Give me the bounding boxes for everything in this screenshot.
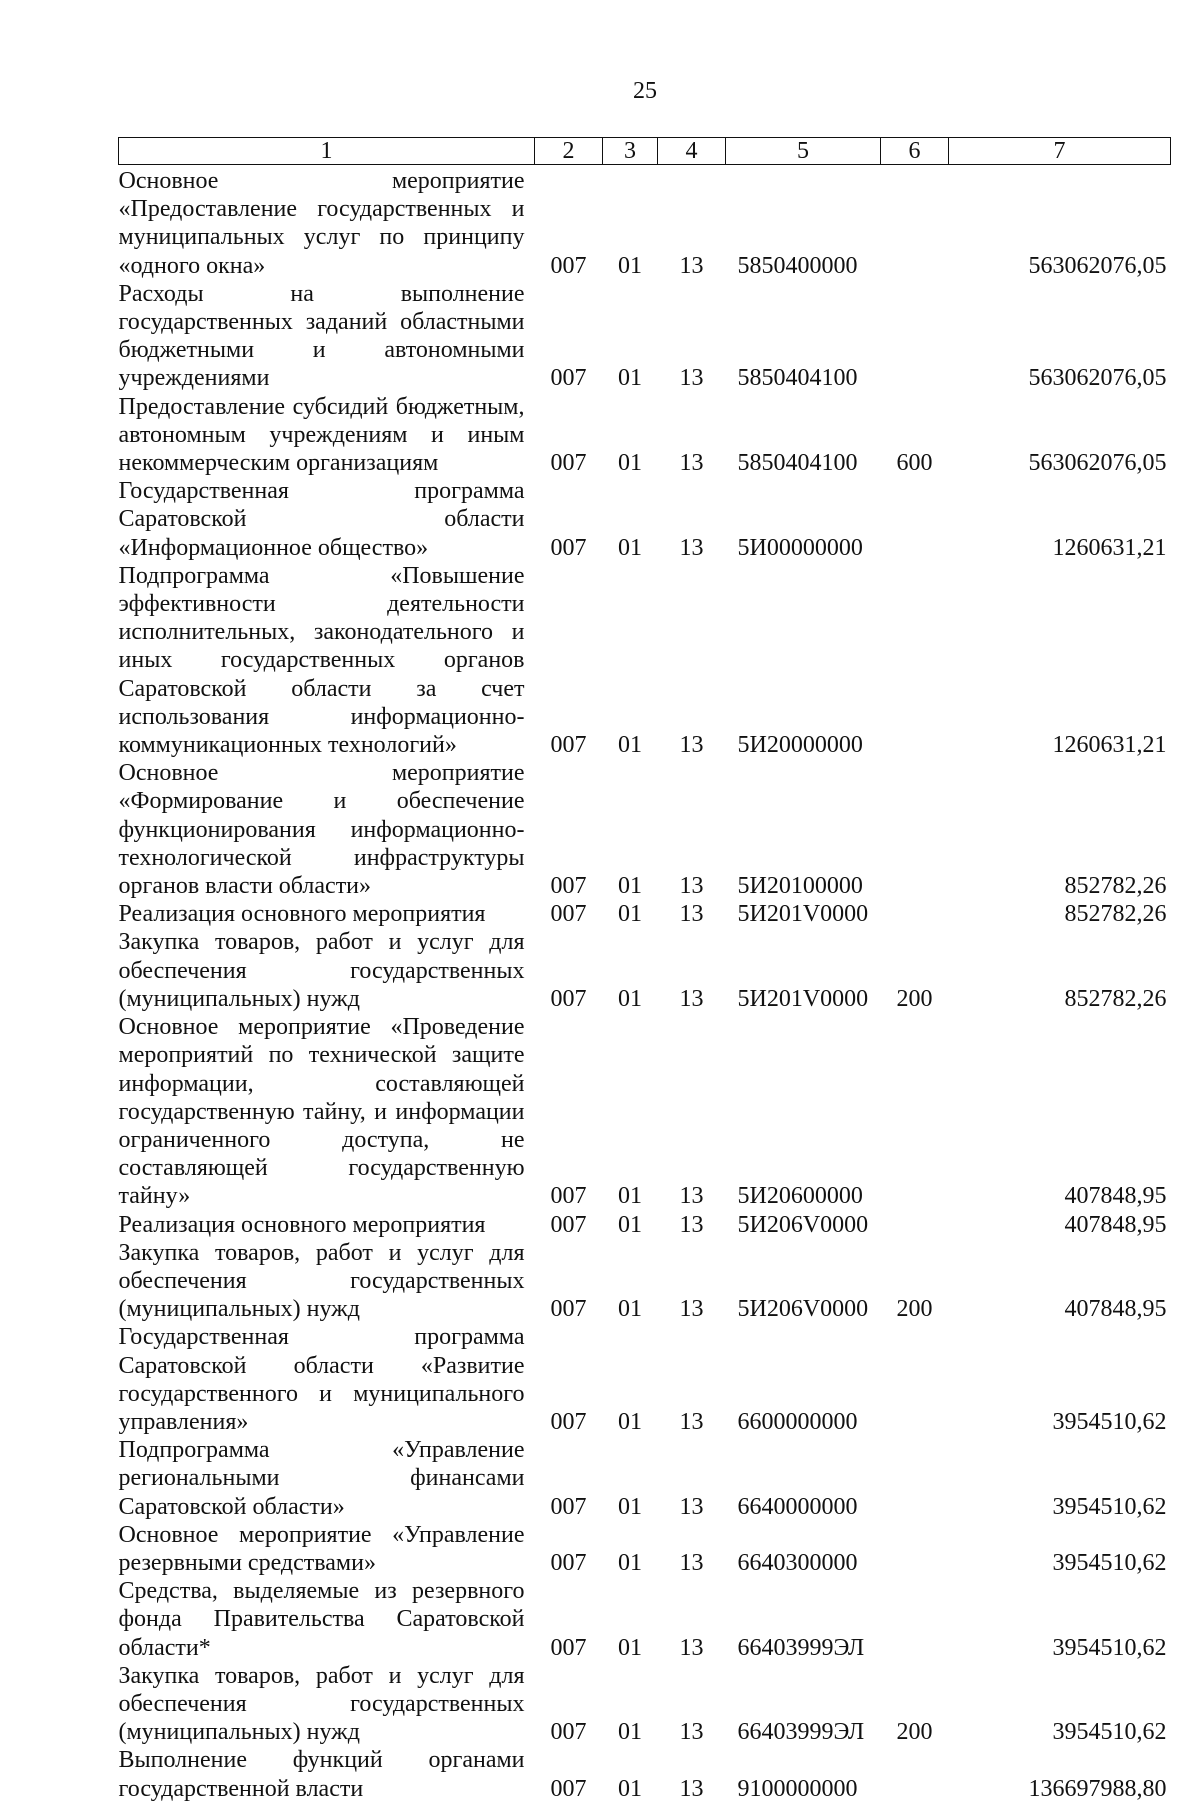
row-subsection-code: 13	[679, 365, 704, 392]
table-row	[119, 1211, 1171, 1239]
table-row	[119, 562, 1171, 759]
row-target-code: 5850404100	[737, 450, 858, 477]
row-subsection-code: 13	[679, 873, 704, 900]
table-header-row	[119, 138, 1171, 165]
row-section-code: 01	[618, 732, 642, 759]
row-description: Реализация основного мероприятия	[118, 901, 486, 928]
row-expense-type	[881, 1436, 949, 1521]
row-section-code: 01	[618, 252, 642, 279]
row-section-code: 01	[618, 1183, 642, 1210]
row-subsection-code: 13	[679, 252, 704, 279]
row-section-code: 01	[618, 1211, 642, 1238]
row-amount: 563062076,05	[1028, 450, 1167, 477]
row-description: Основное мероприятие «Управление резервными средствами»	[118, 1521, 525, 1576]
row-amount: 407848,95	[1064, 1211, 1167, 1238]
table-row	[119, 1521, 1171, 1577]
row-description: Средства, выделяемые из резервного фонда Правительства Саратовской области*	[118, 1578, 525, 1661]
row-target-code: 5850400000	[737, 252, 858, 279]
row-description: Закупка товаров, работ и услуг для обеспечения государственных (муниципальных) нужд	[118, 1239, 525, 1323]
row-subsection-code: 13	[679, 732, 704, 759]
row-section-code: 01	[618, 1408, 642, 1435]
row-expense-type	[881, 1577, 949, 1662]
row-amount: 563062076,05	[1028, 252, 1167, 279]
row-amount: 852782,26	[1064, 901, 1167, 928]
row-description: Государственная программа Саратовской области «Информационное общество»	[118, 478, 525, 561]
row-subsection-code: 13	[679, 1183, 704, 1210]
row-ministry-code: 007	[550, 901, 587, 928]
row-subsection-code: 13	[679, 1493, 704, 1520]
row-amount: 136697988,80	[1028, 1775, 1167, 1802]
row-subsection-code: 13	[679, 1408, 704, 1435]
row-description: Закупка товаров, работ и услуг для обеспечения государственных (муниципальных) нужд	[118, 929, 525, 1012]
budget-table	[118, 137, 1171, 1803]
row-ministry-code: 007	[550, 1634, 587, 1661]
row-expense-type	[881, 1013, 949, 1210]
row-subsection-code: 13	[679, 450, 704, 477]
row-ministry-code: 007	[550, 1408, 587, 1435]
row-subsection-code: 13	[679, 1775, 704, 1802]
row-ministry-code: 007	[550, 985, 587, 1012]
row-section-code: 01	[618, 1296, 642, 1323]
row-description: Закупка товаров, работ и услуг для обеспечения государственных (муниципальных) нужд	[118, 1662, 525, 1746]
row-amount: 407848,95	[1064, 1296, 1167, 1323]
table-body	[119, 165, 1171, 1803]
row-target-code: 6600000000	[737, 1408, 858, 1435]
row-amount: 1260631,21	[1052, 534, 1167, 561]
header-col-1: 1	[119, 138, 535, 165]
row-amount: 3954510,62	[1052, 1493, 1167, 1520]
row-ministry-code: 007	[550, 1493, 587, 1520]
row-amount: 563062076,05	[1028, 365, 1167, 392]
row-target-code: 66403999ЭЛ	[737, 1719, 865, 1746]
row-expense-type	[881, 1323, 949, 1436]
row-target-code: 9100000000	[737, 1775, 858, 1802]
table-row	[119, 1436, 1171, 1521]
row-section-code: 01	[618, 450, 642, 477]
page-number: 25	[633, 78, 657, 104]
row-amount: 3954510,62	[1052, 1719, 1167, 1746]
table-row	[119, 1013, 1171, 1210]
row-section-code: 01	[618, 365, 642, 392]
row-amount: 852782,26	[1064, 985, 1167, 1012]
row-description: Реализация основного мероприятия	[118, 1211, 486, 1238]
header-col-3: 3	[603, 138, 658, 165]
row-expense-type: 600	[896, 450, 933, 477]
row-target-code: 5И201V0000	[737, 901, 869, 928]
row-expense-type	[881, 562, 949, 759]
row-description: Основное мероприятие «Предоставление государственных и муниципальных услуг по принципу «одного окна»	[118, 168, 525, 279]
row-section-code: 01	[618, 1493, 642, 1520]
row-amount: 3954510,62	[1052, 1408, 1167, 1435]
row-expense-type	[881, 900, 949, 928]
row-section-code: 01	[618, 901, 642, 928]
row-target-code: 5И20100000	[737, 873, 863, 900]
header-col-5: 5	[726, 138, 881, 165]
table-row	[119, 1323, 1171, 1436]
row-subsection-code: 13	[679, 1634, 704, 1661]
table-row	[119, 759, 1171, 900]
row-description: Основное мероприятие «Формирование и обеспечение функционирования информационно-технологической инфраструктуры органов власти области»	[118, 760, 525, 900]
row-amount: 3954510,62	[1052, 1634, 1167, 1661]
row-amount: 407848,95	[1064, 1183, 1167, 1210]
header-col-6: 6	[881, 138, 949, 165]
row-ministry-code: 007	[550, 365, 587, 392]
row-expense-type	[881, 1521, 949, 1577]
row-expense-type	[881, 165, 949, 280]
row-amount: 1260631,21	[1052, 732, 1167, 759]
row-target-code: 66403999ЭЛ	[737, 1634, 865, 1661]
row-ministry-code: 007	[550, 252, 587, 279]
row-subsection-code: 13	[679, 534, 704, 561]
row-ministry-code: 007	[550, 1549, 587, 1576]
row-ministry-code: 007	[550, 534, 587, 561]
row-target-code: 5И201V0000	[737, 985, 869, 1012]
row-subsection-code: 13	[679, 1549, 704, 1576]
row-section-code: 01	[618, 1634, 642, 1661]
row-section-code: 01	[618, 1775, 642, 1802]
row-ministry-code: 007	[550, 1211, 587, 1238]
table-row	[119, 1746, 1171, 1802]
row-subsection-code: 13	[679, 901, 704, 928]
row-ministry-code: 007	[550, 450, 587, 477]
row-expense-type: 200	[896, 1719, 933, 1746]
row-description: Подпрограмма «Повышение эффективности деятельности исполнительных, законодательного и иных государственных органов Саратовской области за счет использования информационно-коммуникационных технологий»	[118, 562, 525, 759]
row-target-code: 5850404100	[737, 365, 858, 392]
table-row	[119, 165, 1171, 280]
header-col-2: 2	[535, 138, 603, 165]
row-ministry-code: 007	[550, 732, 587, 759]
row-amount: 3954510,62	[1052, 1549, 1167, 1576]
row-section-code: 01	[618, 534, 642, 561]
row-ministry-code: 007	[550, 1719, 587, 1746]
table-row	[119, 477, 1171, 562]
table-row	[119, 280, 1171, 393]
row-subsection-code: 13	[679, 1296, 704, 1323]
row-expense-type: 200	[896, 985, 933, 1012]
table-row	[119, 1577, 1171, 1662]
row-subsection-code: 13	[679, 1211, 704, 1238]
row-expense-type	[881, 759, 949, 900]
row-description: Основное мероприятие «Проведение мероприятий по технической защите информации, составляющей государственную тайну, и информации ограниченного доступа, не составляющей государственную тайну»	[118, 1014, 525, 1210]
row-ministry-code: 007	[550, 1296, 587, 1323]
table-row	[119, 900, 1171, 928]
row-expense-type	[881, 477, 949, 562]
table-row	[119, 1239, 1171, 1324]
table-row	[119, 928, 1171, 1013]
row-target-code: 5И206V0000	[737, 1211, 869, 1238]
header-col-4: 4	[658, 138, 726, 165]
row-target-code: 6640000000	[737, 1493, 858, 1520]
row-subsection-code: 13	[679, 1719, 704, 1746]
table-row	[119, 393, 1171, 478]
row-expense-type	[881, 280, 949, 393]
row-ministry-code: 007	[550, 1775, 587, 1802]
row-section-code: 01	[618, 985, 642, 1012]
row-section-code: 01	[618, 873, 642, 900]
row-target-code: 5И206V0000	[737, 1296, 869, 1323]
row-section-code: 01	[618, 1719, 642, 1746]
row-target-code: 5И00000000	[737, 534, 863, 561]
row-ministry-code: 007	[550, 1183, 587, 1210]
row-target-code: 5И20000000	[737, 732, 863, 759]
row-target-code: 6640300000	[737, 1549, 858, 1576]
row-description: Выполнение функций органами государственной власти	[118, 1747, 525, 1802]
row-expense-type: 200	[896, 1296, 933, 1323]
row-description: Государственная программа Саратовской области «Развитие государственного и муниципального управления»	[118, 1324, 525, 1435]
row-description: Подпрограмма «Управление региональными финансами Саратовской области»	[118, 1437, 525, 1520]
row-expense-type	[881, 1211, 949, 1239]
header-col-7: 7	[949, 138, 1171, 165]
table-row	[119, 1662, 1171, 1747]
row-description: Предоставление субсидий бюджетным, автономным учреждениям и иным некоммерческим организациям	[118, 393, 525, 477]
row-description: Расходы на выполнение государственных заданий областными бюджетными и автономными учреждениями	[118, 280, 525, 392]
row-ministry-code: 007	[550, 873, 587, 900]
row-section-code: 01	[618, 1549, 642, 1576]
row-subsection-code: 13	[679, 985, 704, 1012]
row-amount: 852782,26	[1064, 873, 1167, 900]
row-target-code: 5И20600000	[737, 1183, 863, 1210]
row-expense-type	[881, 1746, 949, 1802]
